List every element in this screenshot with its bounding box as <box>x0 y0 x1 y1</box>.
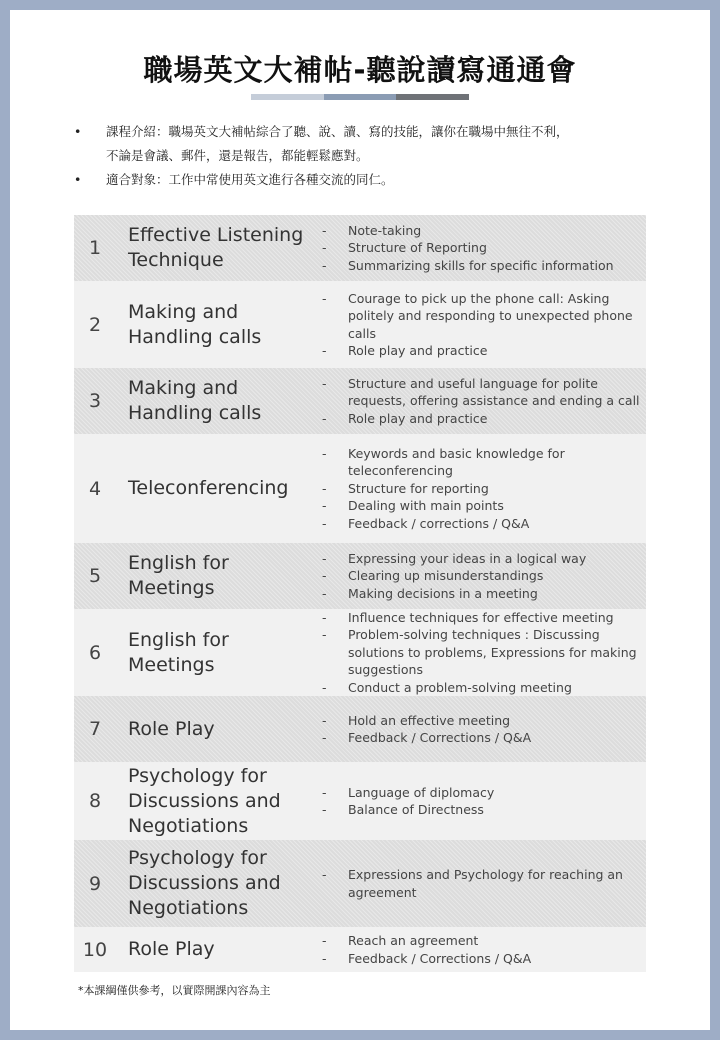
detail-text: Role play and practice <box>348 410 488 426</box>
dash-marker: - <box>322 410 327 426</box>
dash-marker: - <box>322 480 327 496</box>
detail-text: Feedback / Corrections / Q&A <box>348 950 532 966</box>
bullet-icon: • <box>74 124 82 139</box>
dash-marker: - <box>322 515 327 531</box>
session-detail-item <box>316 257 640 275</box>
session-detail-item <box>316 222 640 240</box>
session-details <box>316 441 646 537</box>
page-title: 職場英文大補帖-聽說讀寫通通會 <box>143 53 577 87</box>
detail-text: Feedback / Corrections / Q&A <box>348 730 532 745</box>
session-detail-item <box>316 550 640 568</box>
bullet-icon: • <box>74 172 82 187</box>
course-schedule-table <box>74 215 646 972</box>
dash-marker: - <box>322 550 327 566</box>
session-details <box>316 605 646 701</box>
session-topic: Psychology for Discussions and Negotiations <box>128 764 281 837</box>
session-detail-item <box>316 497 640 515</box>
intro-bullet-audience <box>74 168 674 192</box>
session-detail-item <box>316 290 640 343</box>
session-number: 2 <box>88 313 102 336</box>
session-details <box>316 862 646 905</box>
detail-text: Courage to pick up the phone call: Asking politely and responding to unexpected phone calls <box>348 290 633 341</box>
session-row <box>74 762 646 840</box>
detail-text: Balance of Directness <box>348 802 484 817</box>
footnote: *本課綱僅供參考，以實際開課內容為主 <box>78 984 271 997</box>
bar-segment <box>251 94 324 100</box>
session-topic: Role Play <box>128 717 215 740</box>
session-details <box>316 286 646 364</box>
dash-marker: - <box>322 802 327 817</box>
session-details <box>316 546 646 607</box>
dash-marker: - <box>322 498 327 514</box>
dash-marker: - <box>322 290 327 306</box>
session-row <box>74 543 646 609</box>
session-details <box>316 928 646 971</box>
session-row <box>74 609 646 696</box>
session-detail-item <box>316 445 640 480</box>
session-topic: Teleconferencing <box>128 477 289 499</box>
session-detail-item <box>316 729 640 747</box>
session-detail-item <box>316 480 640 498</box>
session-detail-item <box>316 609 640 627</box>
title-underline-bar <box>251 94 469 100</box>
session-topic: Making and Handling calls <box>128 377 262 424</box>
detail-text: Dealing with main points <box>348 498 504 514</box>
course-intro <box>74 120 674 192</box>
session-row <box>74 927 646 972</box>
session-row <box>74 215 646 281</box>
session-topic: Making and Handling calls <box>128 300 262 348</box>
session-number: 1 <box>88 237 102 259</box>
session-number: 8 <box>88 790 102 812</box>
dash-marker: - <box>322 712 327 728</box>
detail-text: Clearing up misunderstandings <box>348 568 544 584</box>
detail-text: Structure for reporting <box>348 480 489 496</box>
detail-text: Structure and useful language for polite requests, offering assistance and ending a call <box>348 375 640 409</box>
intro-text-line: 適合對象：工作中常使用英文進行各種交流的同仁。 <box>106 172 394 187</box>
dash-marker: - <box>322 627 327 643</box>
detail-text: Making decisions in a meeting <box>348 585 538 601</box>
session-topic: Psychology for Discussions and Negotiations <box>128 847 281 919</box>
intro-text-line: 不論是會議、郵件，還是報告，都能輕鬆應對。 <box>106 148 369 163</box>
session-detail-item <box>316 375 640 410</box>
detail-text: Role play and practice <box>348 343 488 358</box>
session-details <box>316 218 646 279</box>
detail-text: Summarizing skills for specific information <box>348 257 614 273</box>
dash-marker: - <box>322 375 327 391</box>
session-number: 5 <box>88 565 102 587</box>
detail-text: Structure of Reporting <box>348 240 487 256</box>
detail-text: Influence techniques for effective meeting <box>348 609 614 625</box>
session-detail-item <box>316 932 640 950</box>
session-details <box>316 780 646 823</box>
session-row <box>74 281 646 368</box>
dash-marker: - <box>322 784 327 800</box>
intro-text-line: 課程介紹：職場英文大補帖綜合了聽、說、讀、寫的技能，讓你在職場中無往不利， <box>106 124 569 139</box>
dash-marker: - <box>322 867 327 882</box>
dash-marker: - <box>322 609 327 625</box>
dash-marker: - <box>322 222 327 238</box>
session-detail-item <box>316 801 640 819</box>
dash-marker: - <box>322 240 327 256</box>
session-row <box>74 696 646 762</box>
detail-text: Language of diplomacy <box>348 784 495 800</box>
session-detail-item <box>316 239 640 257</box>
session-detail-item <box>316 342 640 360</box>
session-details <box>316 708 646 751</box>
session-detail-item <box>316 712 640 730</box>
session-number: 4 <box>88 477 102 500</box>
session-row <box>74 840 646 927</box>
session-number: 9 <box>88 872 102 895</box>
session-row <box>74 368 646 434</box>
session-detail-item <box>316 679 640 697</box>
dash-marker: - <box>322 679 327 695</box>
detail-text: Expressions and Psychology for reaching an agreement <box>348 867 623 900</box>
dash-marker: - <box>322 585 327 601</box>
dash-marker: - <box>322 257 327 273</box>
session-number: 6 <box>88 641 102 664</box>
dash-marker: - <box>322 950 327 966</box>
dash-marker: - <box>322 730 327 745</box>
session-detail-item <box>316 585 640 603</box>
document-page <box>10 10 710 1030</box>
dash-marker: - <box>322 445 327 461</box>
detail-text: Reach an agreement <box>348 933 479 948</box>
dash-marker: - <box>322 343 327 358</box>
session-detail-item <box>316 410 640 428</box>
dash-marker: - <box>322 933 327 948</box>
session-number: 3 <box>88 390 102 412</box>
bar-segment <box>324 94 397 100</box>
detail-text: Feedback / corrections / Q&A <box>348 515 530 531</box>
detail-text: Expressing your ideas in a logical way <box>348 550 587 566</box>
session-detail-item <box>316 567 640 585</box>
session-detail-item <box>316 950 640 968</box>
detail-text: Conduct a problem-solving meeting <box>348 679 572 695</box>
bar-segment <box>396 94 469 100</box>
session-details <box>316 371 646 432</box>
session-topic: English for Meetings <box>128 628 229 676</box>
session-detail-item <box>316 866 640 901</box>
session-detail-item <box>316 515 640 533</box>
detail-text: Hold an effective meeting <box>348 712 511 728</box>
intro-bullet-description <box>74 120 674 168</box>
session-number: 7 <box>88 718 102 740</box>
session-topic: Role Play <box>128 938 215 960</box>
session-topic: English for Meetings <box>128 552 229 599</box>
detail-text: Problem-solving techniques : Discussing solutions to problems, Expressions for making suggestions <box>348 627 637 678</box>
session-topic: Effective Listening Technique <box>128 224 304 271</box>
session-detail-item <box>316 784 640 802</box>
session-detail-item <box>316 626 640 679</box>
detail-text: Keywords and basic knowledge for teleconferencing <box>348 445 565 479</box>
dash-marker: - <box>322 568 327 584</box>
session-row <box>74 434 646 543</box>
detail-text: Note-taking <box>348 222 422 238</box>
session-number: 10 <box>82 938 108 961</box>
